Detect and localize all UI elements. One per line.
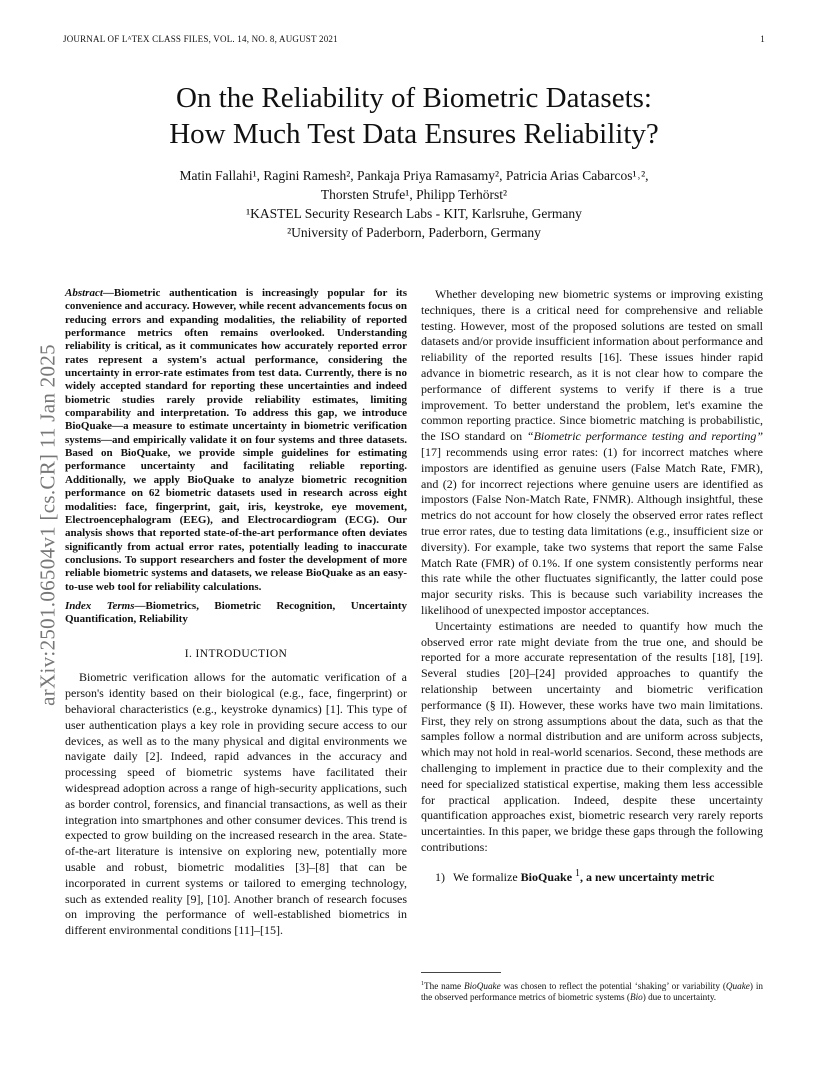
arxiv-identifier: arXiv:2501.06504v1 [cs.CR] 11 Jan 2025 bbox=[35, 344, 60, 706]
footnote-name: BioQuake bbox=[463, 981, 501, 992]
contribution-name: BioQuake bbox=[520, 869, 573, 884]
author-block bbox=[0, 166, 828, 242]
title-line-2: How Much Test Data Ensures Reliability? bbox=[169, 118, 659, 150]
left-column bbox=[65, 287, 407, 939]
contribution-text-post: , a new uncertainty metric bbox=[580, 869, 715, 884]
abstract-label: Abstract bbox=[65, 287, 103, 299]
abstract bbox=[65, 287, 407, 594]
affiliation-2: ²University of Paderborn, Paderborn, Germany bbox=[287, 225, 541, 240]
arxiv-sidebar bbox=[37, 290, 59, 760]
right-paragraph-2: Uncertainty estimations are needed to quantify how much the observed error rate might deviate from the true one, and should be reported for a more accurate representation of the results [18], [19]. Several studies [20]–[24] provided approaches to quantify the relationship between uncertainty and biometric verification performance (§ II). However, these works have two main limitations. First, they rely on strong assumptions about the data, such as that the samples follow a normal distribution and are uniform across subjects, which may not hold in real-world scenarios. Second, these methods are challenging to implement in practice due to their complexity and the need for specialized statistical expertise, making them less accessible for practical application. Indeed, despite these uncertainty quantification approaches exist, biometric research very rarely reports uncertainties. In this paper, we bridge these gaps through the following contributions: bbox=[421, 618, 763, 854]
footnote-bio: Bio bbox=[629, 992, 643, 1003]
iso-standard-title: “Biometric performance testing and reporting” bbox=[526, 429, 763, 444]
right-column bbox=[421, 287, 763, 885]
journal-header: JOURNAL OF LᴬTEX CLASS FILES, VOL. 14, NO. 8, AUGUST 2021 bbox=[63, 34, 338, 44]
right-p1-text: Whether developing new biometric systems or improving existing techniques, there is a critical need for comprehensive and reliable testing. However, most of the proposed solutions are tested on small datasets and/or provide insufficient information about performance and reliability of the reported results [16]. These issues hinder rapid advance in biometric research, as it is not clear how to compare the performance of different systems to verify if there is a true improvement. To better understand the problem, let's examine the common reporting practice. Since biometric matching is probabilistic, the ISO standard on bbox=[421, 287, 763, 444]
authors-line-2: Thorsten Strufe¹, Philipp Terhörst² bbox=[320, 187, 508, 202]
footnote-marker: 1 bbox=[575, 867, 581, 879]
footnote-text-mid2: ) in the observed performance metrics of biometric systems ( bbox=[421, 981, 763, 1003]
section-heading-introduction: I. INTRODUCTION bbox=[184, 647, 288, 660]
contribution-text-pre: We formalize bbox=[453, 869, 521, 884]
footnote-quake: Quake bbox=[725, 981, 750, 992]
footnote-text-mid: was chosen to reflect the potential ‘shaking’ or variability ( bbox=[500, 981, 726, 992]
index-terms bbox=[65, 600, 407, 627]
footnote-number: 1 bbox=[421, 981, 424, 987]
right-p1-rest: [17] recommends using error rates: (1) for incorrect matches where impostors are identified as genuine users (False Match Rate, FMR), and (2) for incorrect rejections where genuine users are identified as impostors (False Non-Match Rate, FNMR). Although insightful, these metrics do not account for how closely the observed error rates reflect true error rates, due to testing data limitations (e.g., insufficient size or diversity). For example, take two systems that report the same False Match Rate (FMR) of 0.1%. If one system consistently performs near this rate while the other fluctuates significantly, the latter could pose major security risks. This is because such variability increases the likelihood of unexpected impostor acceptances. bbox=[421, 444, 763, 617]
abstract-text: —Biometric authentication is increasingly popular for its convenience and accuracy. However, while recent advancements focus on reducing errors and expanding modalities, the reliability of reported performance metrics often remains overlooked. Understanding reliability is critical, as it communicates how accurately reported error rates represent a system's actual performance, considering the uncertainty in error-rate estimates from test data. Currently, there is no widely accepted standard for reporting these uncertainties and indeed biometric studies rarely provide reliability estimates, limiting comparability and interpretation. To address this gap, we introduce BioQuake—a measure to estimate uncertainty in biometric verification systems—and empirically validate it on four systems and three datasets. Based on BioQuake, we provide simple guidelines for estimating performance uncertainty and facilitating reliable reporting. Additionally, we apply BioQuake to analyze biometric recognition performance on 62 biometric datasets used in research across eight modalities: face, fingerprint, gait, iris, keystroke, eye movement, Electroencephalogram (EEG), and Electrocardiogram (ECG). Our analysis shows that reported state-of-the-art performance often deviates significantly from actual error rates, potentially leading to inaccurate conclusions. To support researchers and foster the development of more reliable biometric systems and datasets, we release BioQuake as an easy-to-use web tool for reliability calculations. bbox=[65, 287, 407, 593]
authors-line-1: Matin Fallahi¹, Ragini Ramesh², Pankaja Priya Ramasamy², Patricia Arias Cabarcos¹˒², bbox=[179, 168, 649, 183]
intro-paragraph: Biometric verification allows for the automatic verification of a person's identity based on their biological (e.g., face, fingerprint) or behavioral characteristics (e.g., keystroke dynamics) [1]. This type of user authentication plays a key role in providing secure access to our devices, as well as to the many physical and digital environments we navigate daily [2]. Indeed, rapid advances in the accuracy and processing speed of biometric systems have facilitated their widespread adoption across a range of high-security applications, such as border control, forensics, and financial transactions, as well as their integration into smartphones and other consumer devices. This trend is expected to grow building on the increased research in the area. State-of-the-art literature is intensive on exploring new, potentially more usable and robust, biometric modalities [3]–[8] that can be incorporated in current systems or tailored to emerging technology, such as extended reality [9], [10]. Another branch of research focuses on improving the performance of well-established biometrics in different environmental conditions [11]–[15]. bbox=[65, 670, 407, 938]
footnote bbox=[421, 975, 763, 1004]
footnote-text-pre: The name bbox=[424, 981, 464, 992]
right-paragraph-1 bbox=[421, 287, 763, 619]
page-number: 1 bbox=[760, 34, 765, 44]
footnote-text-end: ) due to uncertainty. bbox=[642, 992, 717, 1003]
index-terms-text: —Biometrics, Biometric Recognition, Uncertainty Quantification, Reliability bbox=[65, 599, 407, 626]
contribution-number: 1) bbox=[435, 869, 445, 884]
affiliation-1: ¹KASTEL Security Research Labs - KIT, Karlsruhe, Germany bbox=[246, 206, 582, 221]
footnote-rule bbox=[421, 972, 501, 973]
title-line-1: On the Reliability of Biometric Datasets: bbox=[176, 82, 652, 114]
paper-title bbox=[0, 80, 828, 152]
contribution-item-1 bbox=[421, 866, 763, 886]
index-terms-label: Index Terms bbox=[65, 599, 135, 612]
